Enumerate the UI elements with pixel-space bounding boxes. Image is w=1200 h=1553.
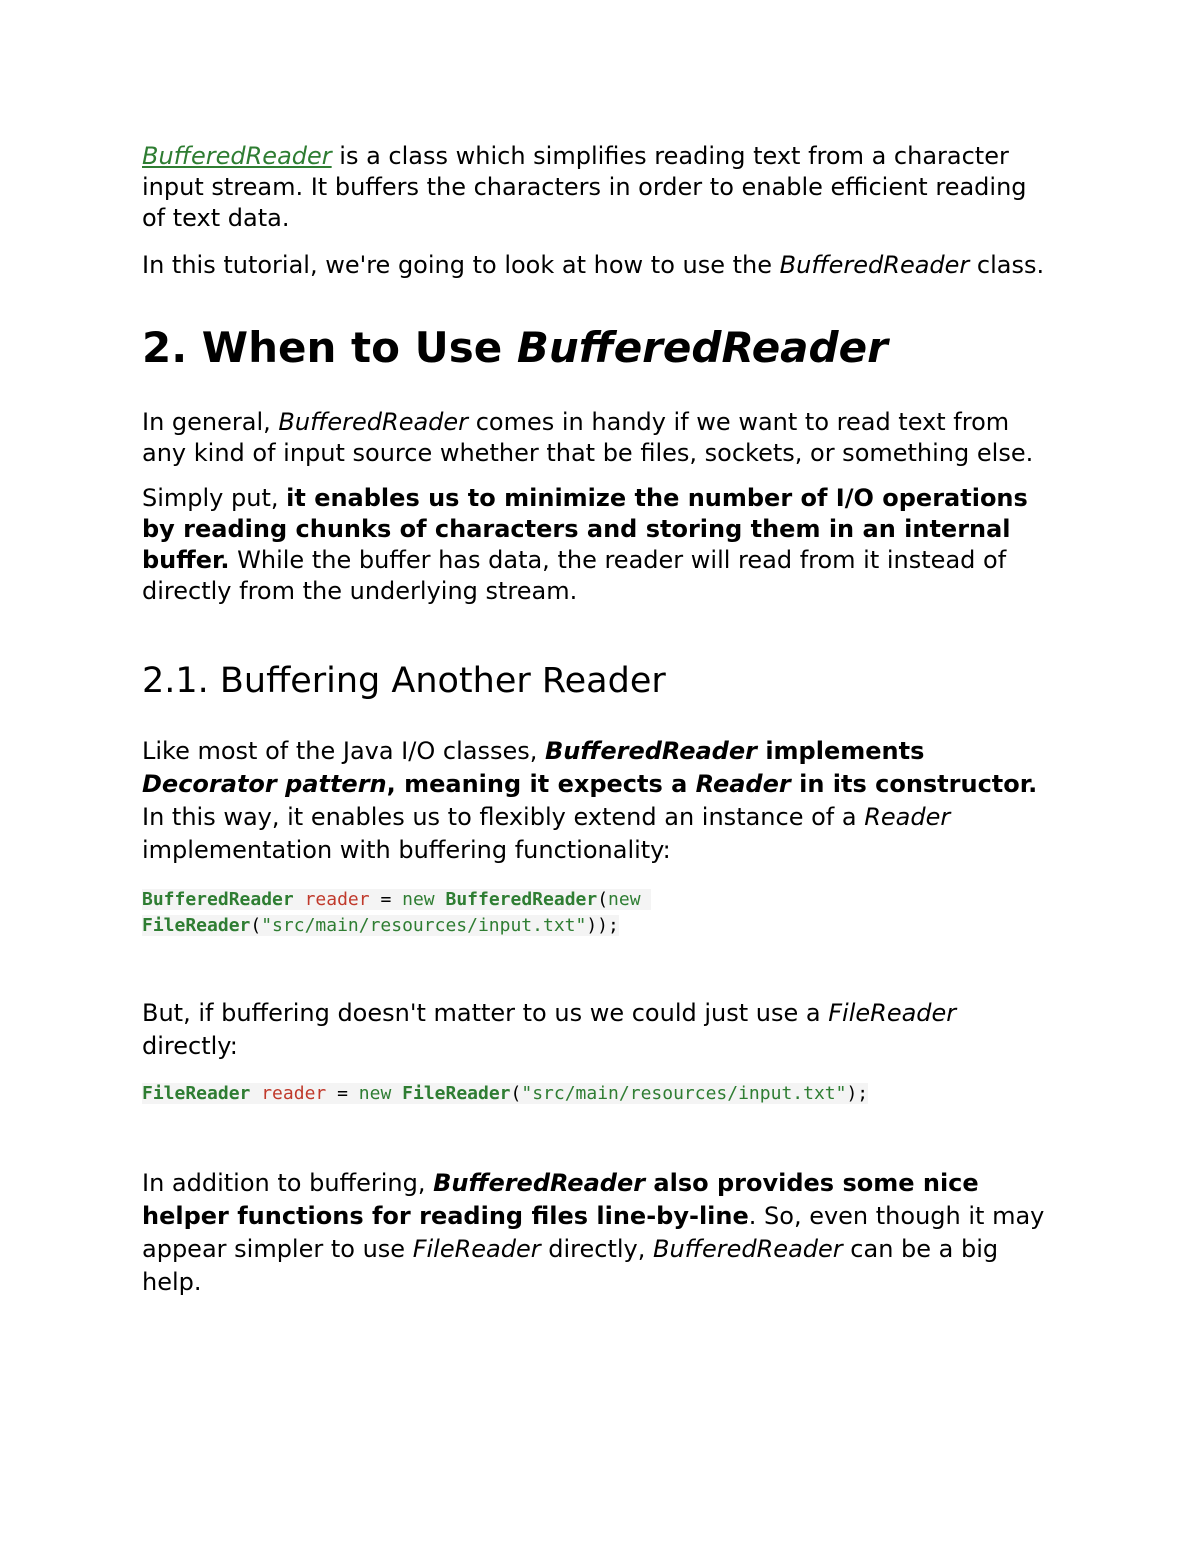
intro-paragraph: BufferedReader is a class which simplifies reading text from a character input stream. It buffers the characters in order to enable efficient reading of text data. bbox=[142, 142, 1027, 232]
code-block-bufferedreader: BufferedReader reader = new BufferedReader(new FileReader("src/main/resources/input.txt")); bbox=[142, 887, 1052, 939]
simply-put-paragraph: Simply put, it enables us to minimize the number of I/O operations by reading chunks of characters and storing them in an internal buffer. While the buffer has data, the reader will read from it instead of directly from the underlying stream. bbox=[142, 484, 1028, 605]
bufferedreader-link[interactable]: BufferedReader bbox=[142, 142, 332, 170]
helper-functions-paragraph: In addition to buffering, BufferedReader also provides some nice helper functions for reading files line-by-line. So, even though it may appear simpler to use FileReader directly, BufferedReader can be a big help. bbox=[142, 1169, 1045, 1296]
section-2-heading: 2. When to Use BufferedReader bbox=[142, 323, 888, 372]
section-2-1-heading: 2.1. Buffering Another Reader bbox=[142, 661, 666, 701]
decorator-paragraph: Like most of the Java I/O classes, BufferedReader implements Decorator pattern, meaning it expects a Reader in its constructor. In this way, it enables us to flexibly extend an instance of a Reader implementation with buffering functionality: bbox=[142, 737, 1038, 864]
filereader-paragraph: But, if buffering doesn't matter to us we could just use a FileReader directly: bbox=[142, 999, 957, 1060]
general-paragraph: In general, BufferedReader comes in handy if we want to read text from any kind of input source whether that be files, sockets, or something else. bbox=[142, 408, 1034, 467]
tutorial-paragraph: In this tutorial, we're going to look at how to use the BufferedReader class. bbox=[142, 251, 1045, 279]
code-block-filereader: FileReader reader = new FileReader("src/main/resources/input.txt"); bbox=[142, 1083, 869, 1104]
article-body bbox=[142, 141, 1052, 1299]
